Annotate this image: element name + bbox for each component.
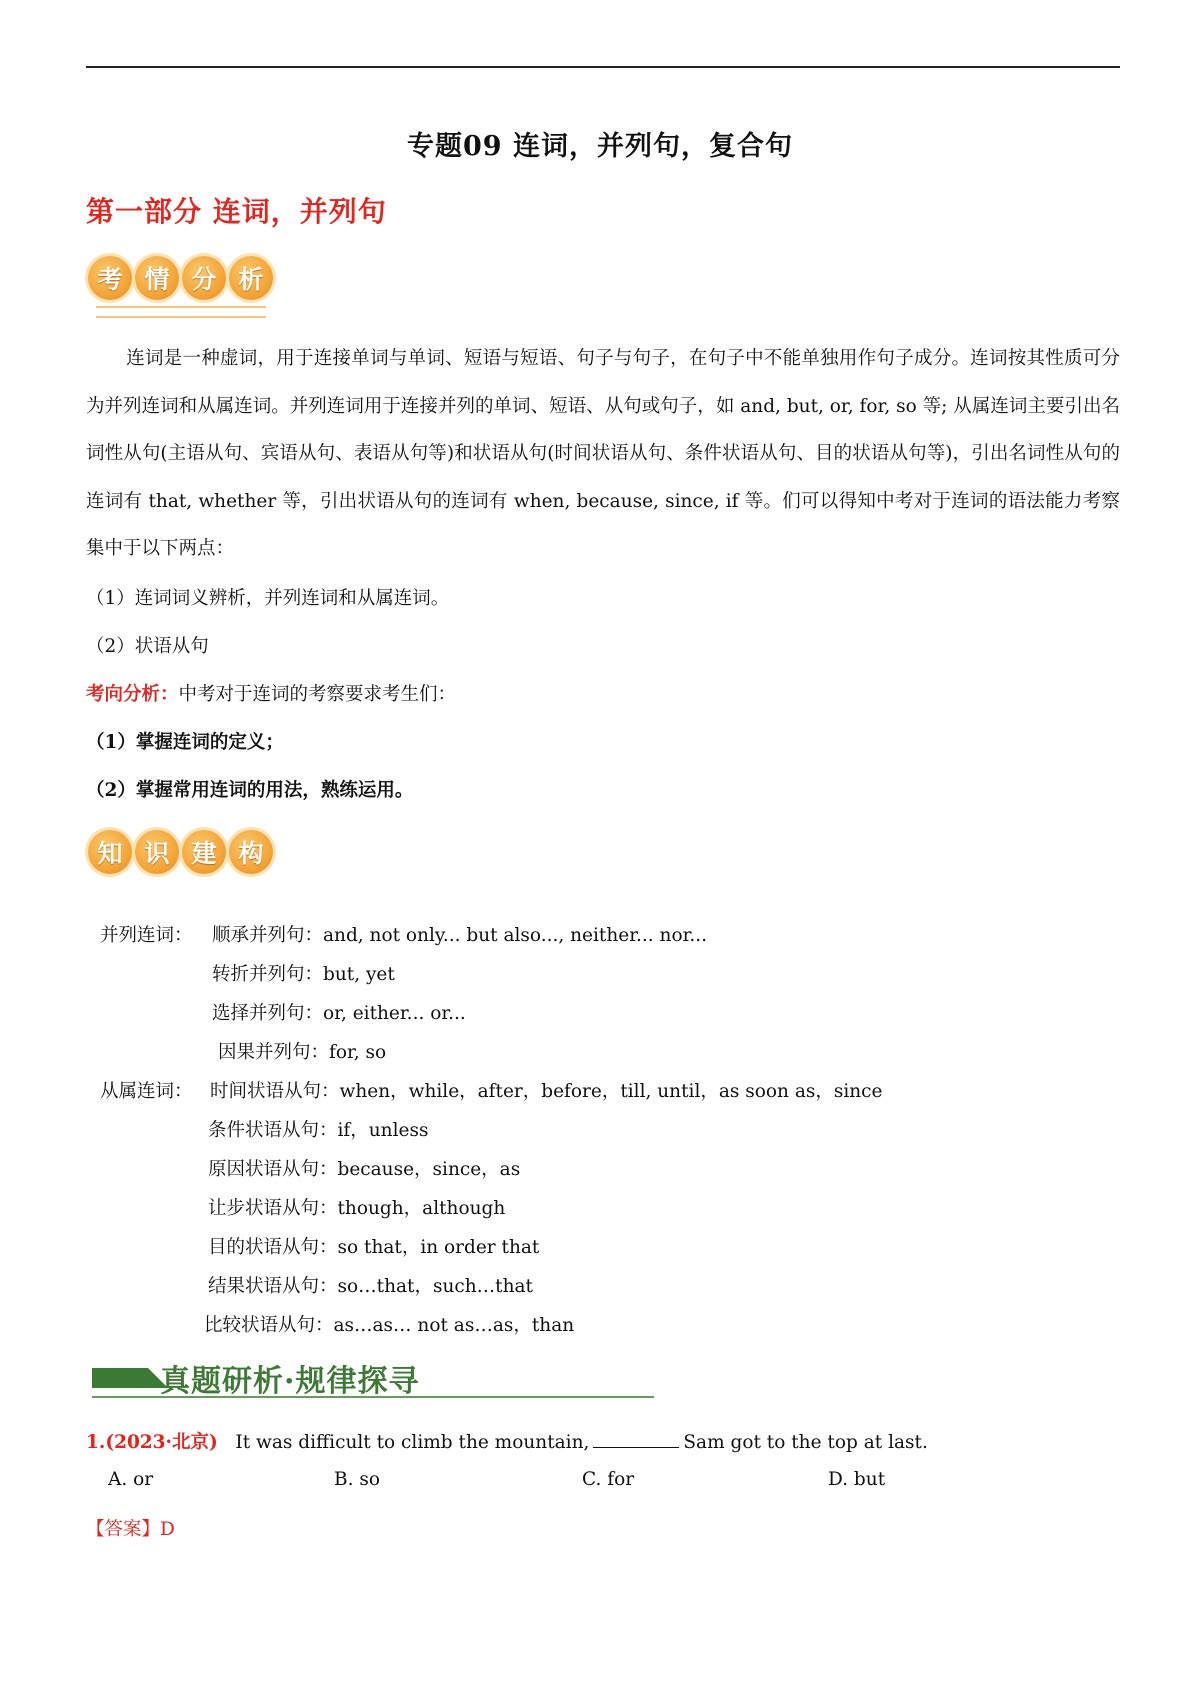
coord-item: 顺承并列句：and, not only... but also..., neither... nor... bbox=[212, 925, 708, 946]
badge-knowledge-structure bbox=[88, 830, 276, 890]
coord-item: 转折并列句：but, yet bbox=[212, 964, 395, 985]
badge-char: 析 bbox=[229, 256, 273, 300]
option-b: B. so bbox=[334, 1469, 380, 1490]
banner-rule bbox=[92, 1396, 654, 1398]
intro-paragraph bbox=[86, 335, 1120, 573]
badge-char: 识 bbox=[135, 830, 179, 874]
sub-item: 时间状语从句：when，while，after，before，till, until，as soon as，since bbox=[210, 1081, 883, 1102]
point-1: （1）连词词义辨析，并列连词和从属连词。 bbox=[86, 588, 450, 609]
sub-item: 条件状语从句：if，unless bbox=[208, 1120, 429, 1141]
direction-label: 考向分析： bbox=[86, 684, 179, 705]
requirement-2: （2）掌握常用连词的用法，熟练运用。 bbox=[86, 780, 414, 801]
sub-item: 比较状语从句：as…as… not as…as，than bbox=[204, 1315, 575, 1336]
badge-exam-analysis bbox=[88, 256, 276, 316]
badge-char: 情 bbox=[135, 256, 179, 300]
sub-item: 结果状语从句：so…that，such…that bbox=[208, 1276, 533, 1297]
sub-label: 从属连词： bbox=[100, 1081, 193, 1102]
banner-bar bbox=[92, 1368, 148, 1388]
header-rule bbox=[86, 66, 1120, 68]
option-c: C. for bbox=[582, 1469, 635, 1490]
answer-blank bbox=[593, 1431, 679, 1448]
requirement-1: （1）掌握连词的定义； bbox=[86, 732, 284, 753]
sub-item: 让步状语从句：though，although bbox=[208, 1198, 506, 1219]
question-number: 1.(2023·北京) bbox=[86, 1432, 218, 1453]
coord-item: 选择并列句：or, either... or... bbox=[212, 1003, 466, 1024]
answer-label: 【答案】 bbox=[86, 1519, 161, 1540]
point-2: （2）状语从句 bbox=[86, 636, 209, 657]
direction-line bbox=[86, 680, 456, 706]
sub-item: 原因状语从句：because，since，as bbox=[208, 1159, 521, 1180]
section-title: 第一部分 连词，并列句 bbox=[86, 195, 387, 228]
coord-item: 因果并列句：for, so bbox=[218, 1042, 387, 1063]
option-a: A. or bbox=[108, 1469, 154, 1490]
badge-char: 知 bbox=[88, 830, 132, 874]
banner-text: 真题研析·规律探寻 bbox=[160, 1364, 420, 1399]
question-1 bbox=[86, 1428, 928, 1454]
badge-char: 考 bbox=[88, 256, 132, 300]
badge-char: 构 bbox=[229, 830, 273, 874]
sub-item: 目的状语从句：so that，in order that bbox=[208, 1237, 540, 1258]
answer-value: D bbox=[160, 1519, 175, 1540]
question-stem-before: It was difficult to climb the mountain, bbox=[235, 1432, 590, 1453]
badge-char: 建 bbox=[182, 830, 226, 874]
direction-text: 中考对于连词的考察要求考生们： bbox=[178, 684, 457, 705]
badge-underline bbox=[96, 306, 266, 318]
coord-label: 并列连词： bbox=[100, 925, 193, 946]
exam-analysis-banner bbox=[92, 1352, 654, 1402]
intro-text: 连词是一种虚词，用于连接单词与单词、短语与短语、句子与句子，在句子中不能单独用作句子成分。连词按其性质可分为并列连词和从属连词。并列连词用于连接并列的单词、短语、从句或句子，如 and, but, or, for, so 等; 从属连词主要引出名词性从句(主语从句、宾语从句、表语从句等)和状语从句(时间状语从句、条件状语从句、目的状语从句等)，引出名词性从句的连词有 that, whether 等，引出状语从句的连词有 when, because, since, if 等。们可以得知中考对于连词的语法能力考察集中于以下两点： bbox=[86, 348, 1120, 559]
badge-char: 分 bbox=[182, 256, 226, 300]
answer-line bbox=[86, 1515, 175, 1541]
option-d: D. but bbox=[828, 1469, 886, 1490]
question-stem-after: Sam got to the top at last. bbox=[683, 1432, 928, 1453]
document-title: 专题09 连词，并列句，复合句 bbox=[407, 131, 793, 162]
